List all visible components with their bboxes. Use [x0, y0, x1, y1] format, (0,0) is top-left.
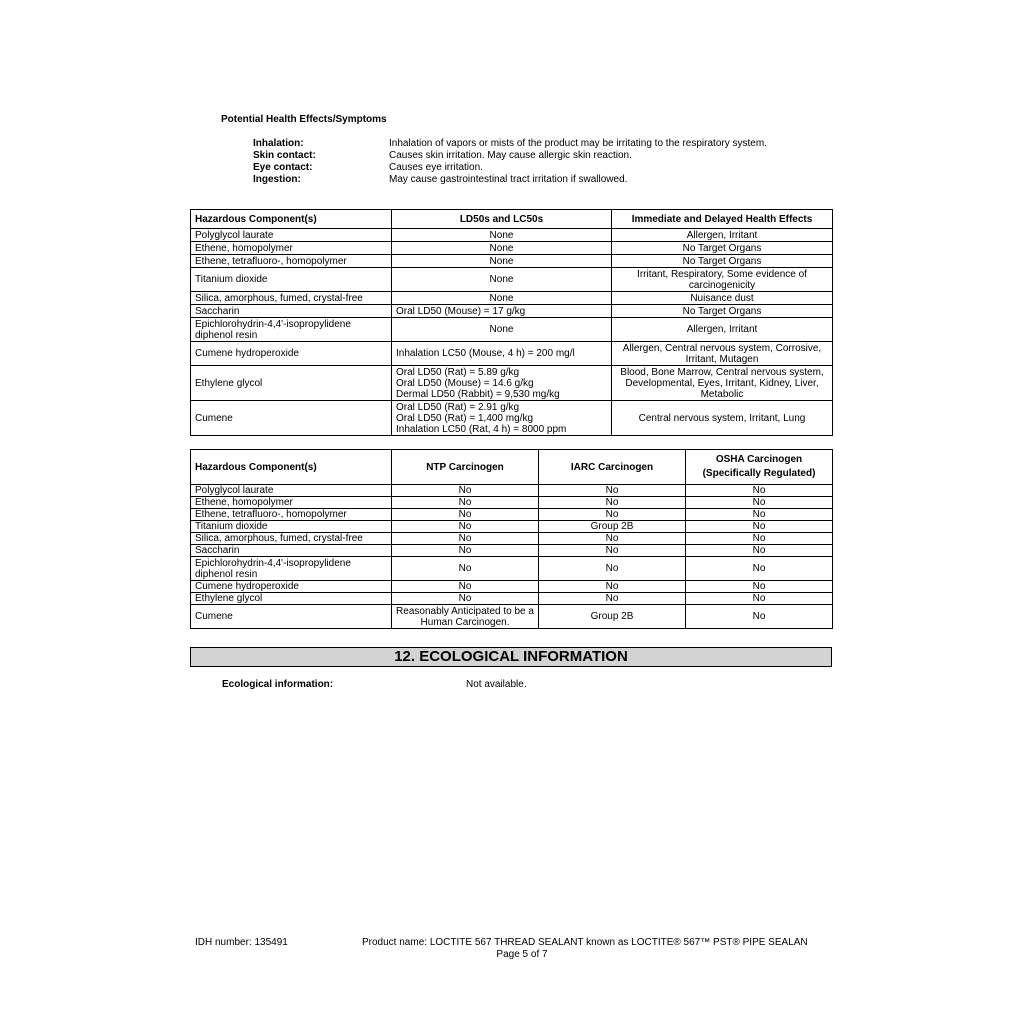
column-header-component: Hazardous Component(s): [191, 450, 392, 485]
osha-cell: No: [686, 533, 833, 545]
component-cell: Cumene: [191, 605, 392, 629]
osha-cell: No: [686, 509, 833, 521]
ld50-cell: None: [392, 242, 612, 255]
footer-idh-number: IDH number: 135491: [195, 937, 288, 948]
health-effect-value: Causes skin irritation. May cause allergic skin reaction.: [389, 150, 632, 161]
osha-cell: No: [686, 557, 833, 581]
health-effect-row: [253, 150, 767, 162]
ld50-cell: Oral LD50 (Mouse) = 17 g/kg: [392, 305, 612, 318]
osha-cell: No: [686, 605, 833, 629]
ntp-cell: No: [392, 557, 539, 581]
ntp-cell: No: [392, 509, 539, 521]
table-row: [191, 401, 833, 436]
table-row: [191, 593, 833, 605]
ld50-cell: None: [392, 229, 612, 242]
component-cell: Ethylene glycol: [191, 593, 392, 605]
component-cell: Epichlorohydrin-4,4'-isopropylidene diphenol resin: [191, 318, 392, 342]
ld50-cell: None: [392, 292, 612, 305]
table-row: [191, 268, 833, 292]
health-effect-value: Causes eye irritation.: [389, 162, 483, 173]
table-row: [191, 509, 833, 521]
table-row: [191, 366, 833, 401]
column-header-health-effects: Immediate and Delayed Health Effects: [612, 210, 833, 229]
component-cell: Titanium dioxide: [191, 521, 392, 533]
carcinogen-table: [190, 449, 833, 629]
health-effects-cell: Nuisance dust: [612, 292, 833, 305]
table-row: [191, 255, 833, 268]
component-cell: Ethene, homopolymer: [191, 242, 392, 255]
iarc-cell: No: [539, 509, 686, 521]
health-effects-list: [253, 138, 767, 186]
component-cell: Silica, amorphous, fumed, crystal-free: [191, 533, 392, 545]
osha-cell: No: [686, 593, 833, 605]
component-cell: Saccharin: [191, 305, 392, 318]
table-row: [191, 557, 833, 581]
column-header-iarc: IARC Carcinogen: [539, 450, 686, 485]
column-header-component: Hazardous Component(s): [191, 210, 392, 229]
iarc-cell: No: [539, 485, 686, 497]
iarc-cell: No: [539, 545, 686, 557]
osha-cell: No: [686, 545, 833, 557]
table-row: [191, 497, 833, 509]
health-effects-cell: No Target Organs: [612, 255, 833, 268]
component-cell: Ethene, tetrafluoro-, homopolymer: [191, 509, 392, 521]
ntp-cell: No: [392, 581, 539, 593]
component-cell: Cumene: [191, 401, 392, 436]
iarc-cell: No: [539, 581, 686, 593]
carcinogen-table-header: [191, 450, 833, 485]
table-row: [191, 485, 833, 497]
ntp-cell: Reasonably Anticipated to be a Human Carcinogen.: [392, 605, 539, 629]
iarc-cell: Group 2B: [539, 605, 686, 629]
component-cell: Ethylene glycol: [191, 366, 392, 401]
component-cell: Ethene, homopolymer: [191, 497, 392, 509]
health-effect-value: May cause gastrointestinal tract irritation if swallowed.: [389, 174, 628, 185]
column-header-ntp: NTP Carcinogen: [392, 450, 539, 485]
osha-cell: No: [686, 581, 833, 593]
osha-cell: No: [686, 521, 833, 533]
table-row: [191, 605, 833, 629]
health-effect-row: [253, 162, 767, 174]
component-cell: Titanium dioxide: [191, 268, 392, 292]
ecological-section-title: 12. ECOLOGICAL INFORMATION: [190, 647, 832, 667]
component-cell: Epichlorohydrin-4,4'-isopropylidene diphenol resin: [191, 557, 392, 581]
iarc-cell: Group 2B: [539, 521, 686, 533]
ecological-info-value: Not available.: [466, 679, 527, 690]
table-row: [191, 292, 833, 305]
health-effects-cell: Irritant, Respiratory, Some evidence of carcinogenicity: [612, 268, 833, 292]
health-effect-value: Inhalation of vapors or mists of the product may be irritating to the respiratory system.: [389, 138, 767, 149]
table-row: [191, 318, 833, 342]
health-effect-label: Inhalation:: [253, 138, 304, 149]
toxicity-table-header: [191, 210, 833, 229]
toxicity-table: [190, 209, 833, 436]
ntp-cell: No: [392, 485, 539, 497]
ld50-cell: Inhalation LC50 (Mouse, 4 h) = 200 mg/l: [392, 342, 612, 366]
component-cell: Saccharin: [191, 545, 392, 557]
osha-cell: No: [686, 485, 833, 497]
ld50-cell: Oral LD50 (Rat) = 2.91 g/kg Oral LD50 (Rat) = 1,400 mg/kg Inhalation LC50 (Rat, 4 h) = 8000 ppm: [392, 401, 612, 436]
iarc-cell: No: [539, 557, 686, 581]
component-cell: Silica, amorphous, fumed, crystal-free: [191, 292, 392, 305]
ntp-cell: No: [392, 593, 539, 605]
ld50-cell: None: [392, 268, 612, 292]
column-header-ld50: LD50s and LC50s: [392, 210, 612, 229]
iarc-cell: No: [539, 533, 686, 545]
osha-cell: No: [686, 497, 833, 509]
health-effects-cell: Central nervous system, Irritant, Lung: [612, 401, 833, 436]
ntp-cell: No: [392, 533, 539, 545]
health-effects-cell: Allergen, Irritant: [612, 229, 833, 242]
table-row: [191, 229, 833, 242]
table-row: [191, 521, 833, 533]
health-effect-row: [253, 138, 767, 150]
table-row: [191, 305, 833, 318]
health-effects-cell: Blood, Bone Marrow, Central nervous system, Developmental, Eyes, Irritant, Kidney, Liver, Metabolic: [612, 366, 833, 401]
ntp-cell: No: [392, 545, 539, 557]
table-row: [191, 533, 833, 545]
health-effects-cell: Allergen, Irritant: [612, 318, 833, 342]
table-row: [191, 545, 833, 557]
ld50-cell: None: [392, 318, 612, 342]
health-effects-cell: No Target Organs: [612, 242, 833, 255]
health-effect-label: Ingestion:: [253, 174, 301, 185]
health-effect-label: Eye contact:: [253, 162, 313, 173]
health-effects-cell: Allergen, Central nervous system, Corrosive, Irritant, Mutagen: [612, 342, 833, 366]
health-effects-cell: No Target Organs: [612, 305, 833, 318]
column-header-osha: [686, 450, 833, 485]
osha-header-title: OSHA Carcinogen: [715, 454, 803, 465]
health-effect-row: [253, 174, 767, 186]
component-cell: Polyglycol laurate: [191, 229, 392, 242]
component-cell: Cumene hydroperoxide: [191, 342, 392, 366]
iarc-cell: No: [539, 593, 686, 605]
iarc-cell: No: [539, 497, 686, 509]
health-effects-heading: Potential Health Effects/Symptoms: [221, 114, 387, 125]
table-row: [191, 242, 833, 255]
ntp-cell: No: [392, 497, 539, 509]
footer-page-number: Page 5 of 7: [496, 949, 548, 960]
component-cell: Cumene hydroperoxide: [191, 581, 392, 593]
table-row: [191, 342, 833, 366]
component-cell: Polyglycol laurate: [191, 485, 392, 497]
ecological-info-label: Ecological information:: [222, 679, 334, 690]
table-row: [191, 581, 833, 593]
health-effect-label: Skin contact:: [253, 150, 316, 161]
footer-product-name: Product name: LOCTITE 567 THREAD SEALANT known as LOCTITE® 567™ PST® PIPE SEALAN: [362, 937, 808, 948]
component-cell: Ethene, tetrafluoro-, homopolymer: [191, 255, 392, 268]
osha-header-subtitle: (Specifically Regulated): [702, 468, 816, 479]
ld50-cell: None: [392, 255, 612, 268]
ld50-cell: Oral LD50 (Rat) = 5.89 g/kg Oral LD50 (Mouse) = 14.6 g/kg Dermal LD50 (Rabbit) = 9,530 mg/kg: [392, 366, 612, 401]
ntp-cell: No: [392, 521, 539, 533]
